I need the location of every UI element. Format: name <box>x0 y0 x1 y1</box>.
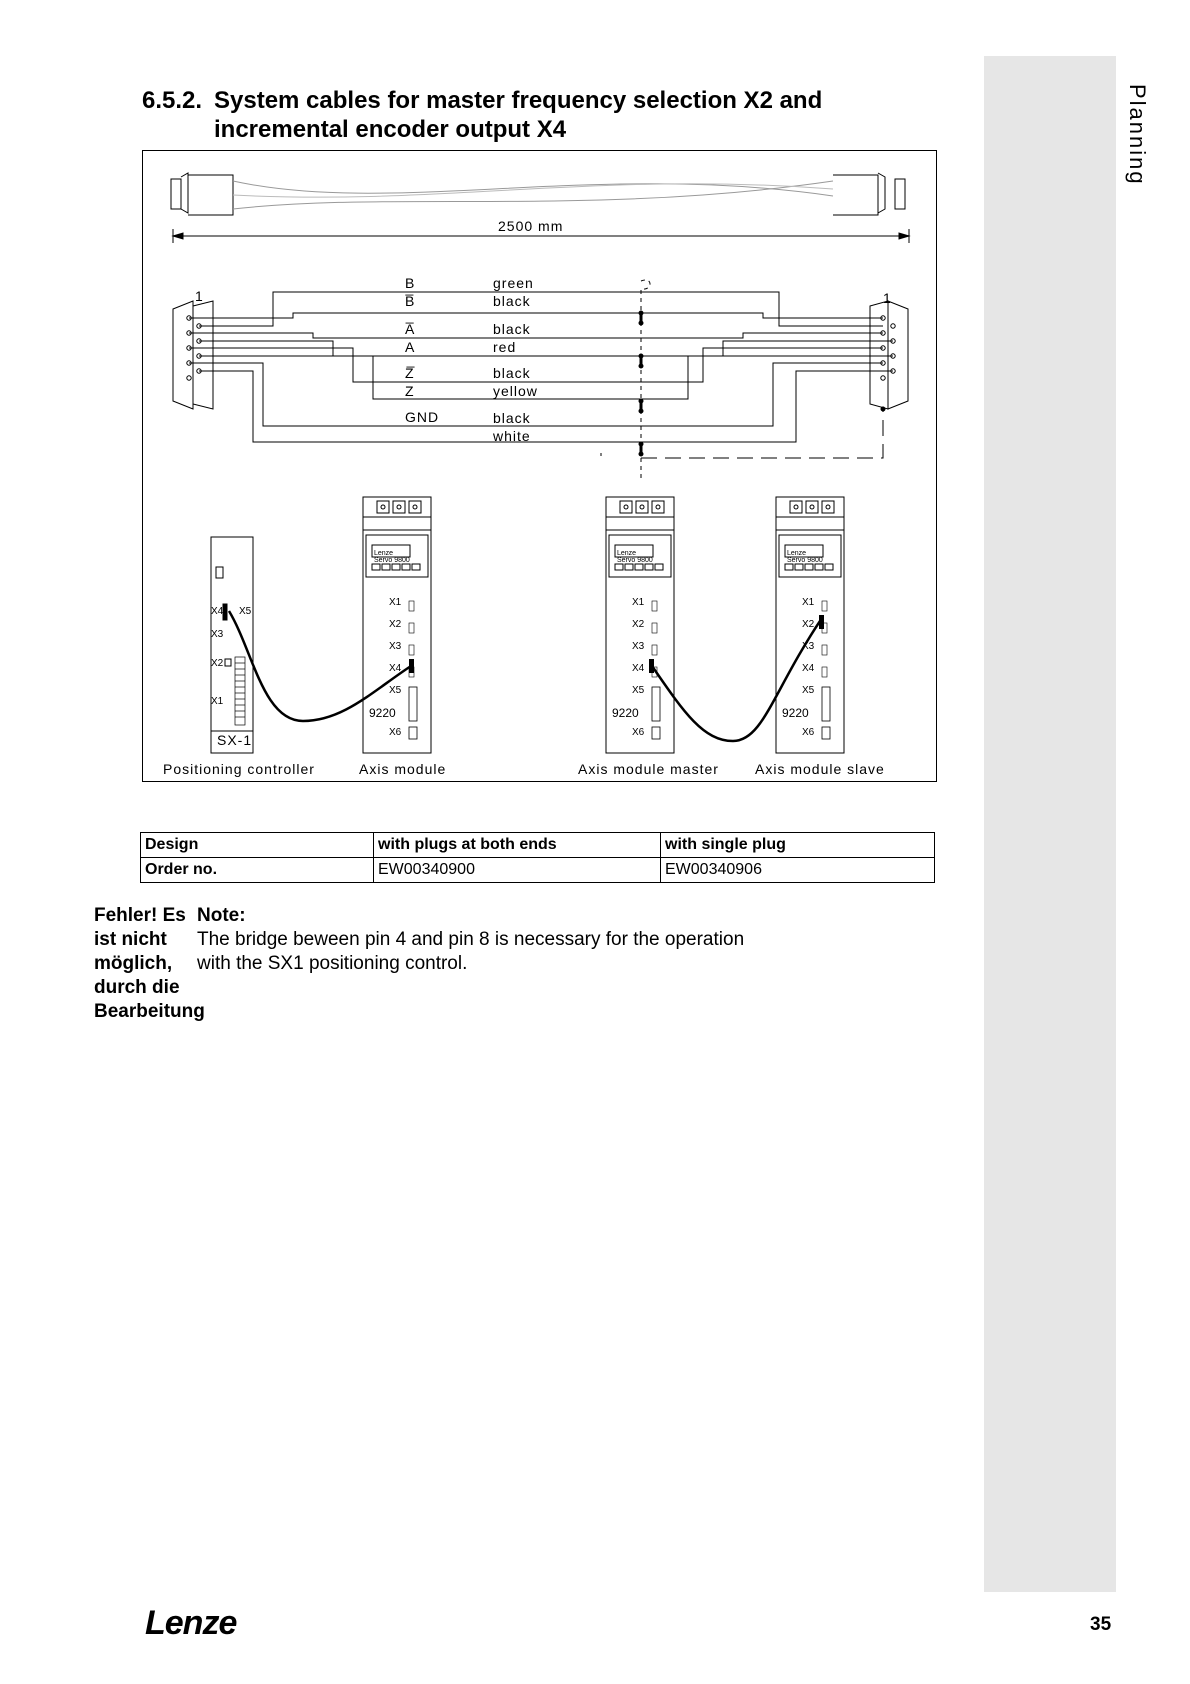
port-label: X1 <box>389 597 402 608</box>
model-label: 9220 <box>612 706 639 720</box>
controller-name: SX-1 <box>217 732 253 748</box>
caption-axis-slave: Axis module slave <box>755 761 885 777</box>
axis-module-labels <box>389 597 815 738</box>
order-table <box>140 832 935 883</box>
table-cell: Order no. <box>141 858 374 883</box>
port-label: X6 <box>802 727 815 738</box>
heading-line-2: incremental encoder output X4 <box>214 116 567 143</box>
wire-color: yellow <box>493 383 538 399</box>
table-cell: EW00340906 <box>661 858 935 883</box>
controller-port-x4: X4 <box>211 606 224 617</box>
positioning-controller <box>211 537 253 753</box>
signal-name: GND <box>405 409 440 425</box>
caption-axis-module: Axis module <box>359 761 447 777</box>
port-label: X6 <box>632 727 645 738</box>
signal-name: B <box>405 275 416 291</box>
controller-port-x1: X1 <box>211 696 224 707</box>
port-label: X5 <box>632 685 645 696</box>
note-title: Note: <box>197 905 246 926</box>
caption-positioning-controller: Positioning controller <box>163 761 315 777</box>
signal-name: B̅ <box>405 293 416 309</box>
display-text: Servo 9800 <box>374 557 410 564</box>
note-text: The bridge beween pin 4 and pin 8 is necessary for the operation with the SX1 positioning control. <box>197 929 745 974</box>
cable-illustration <box>171 173 905 215</box>
right-connector <box>870 301 908 409</box>
wire-color: white <box>493 428 531 444</box>
wire-bundle <box>189 292 893 442</box>
wire-color: black <box>493 410 531 426</box>
display-text: Lenze <box>787 550 807 557</box>
table-header-cell: with plugs at both ends <box>374 833 661 858</box>
error-field-text: Fehler! Es ist nicht möglich, durch die Bearbeitung <box>94 905 205 1022</box>
controller-port-x3: X3 <box>211 629 224 640</box>
port-label: X6 <box>389 727 402 738</box>
port-label: X3 <box>632 641 645 652</box>
cable-diagram-figure <box>142 150 937 782</box>
signal-name: Z̅ <box>405 365 415 381</box>
signal-name: A <box>405 339 416 355</box>
display-text: Lenze <box>617 550 637 557</box>
right-pin-one-label: 1 <box>883 290 892 306</box>
signal-name: A̅ <box>405 321 416 337</box>
port-label: X2 <box>389 619 402 630</box>
table-cell: EW00340900 <box>374 858 661 883</box>
port-label: X2 <box>632 619 645 630</box>
left-pin-one-label: 1 <box>195 288 204 304</box>
display-text: Servo 9800 <box>617 557 653 564</box>
port-label: X3 <box>389 641 402 652</box>
port-label: X1 <box>632 597 645 608</box>
chapter-label: Planning <box>1125 84 1150 186</box>
section-heading <box>142 86 822 144</box>
display-text: Servo 9800 <box>787 557 823 564</box>
caption-axis-master: Axis module master <box>578 761 719 777</box>
left-connector <box>173 301 213 409</box>
twisted-pair-markers <box>601 280 885 481</box>
wire-color: black <box>493 321 531 337</box>
connection-cables <box>229 611 822 741</box>
signal-name: Z <box>405 383 415 399</box>
model-label: 9220 <box>782 706 809 720</box>
table-header-cell: Design <box>141 833 374 858</box>
controller-port-x5: X5 <box>239 606 252 617</box>
lenze-logo: Lenze <box>145 1604 237 1642</box>
right-margin-band <box>984 56 1116 1592</box>
port-label: X5 <box>802 685 815 696</box>
wire-color: red <box>493 339 517 355</box>
model-label: 9220 <box>369 706 396 720</box>
note-body <box>197 904 757 976</box>
section-number: 6.5.2. <box>142 87 203 114</box>
wire-color: black <box>493 365 531 381</box>
port-label: X1 <box>802 597 815 608</box>
table-row <box>141 833 935 858</box>
heading-line-1: System cables for master frequency selection X2 and <box>214 87 823 114</box>
table-header-cell: with single plug <box>661 833 935 858</box>
controller-port-x2: X2 <box>211 658 224 669</box>
wire-color: green <box>493 275 534 291</box>
port-label: X4 <box>632 663 645 674</box>
port-label: X3 <box>802 641 815 652</box>
port-label: X4 <box>802 663 815 674</box>
port-label: X5 <box>389 685 402 696</box>
cable-length-label: 2500 mm <box>498 218 564 234</box>
table-row <box>141 858 935 883</box>
port-label: X4 <box>389 663 402 674</box>
page-number: 35 <box>1090 1614 1112 1635</box>
cable-diagram <box>143 151 938 783</box>
display-text: Lenze <box>374 550 394 557</box>
port-label: X2 <box>802 619 815 630</box>
wire-color: black <box>493 293 531 309</box>
